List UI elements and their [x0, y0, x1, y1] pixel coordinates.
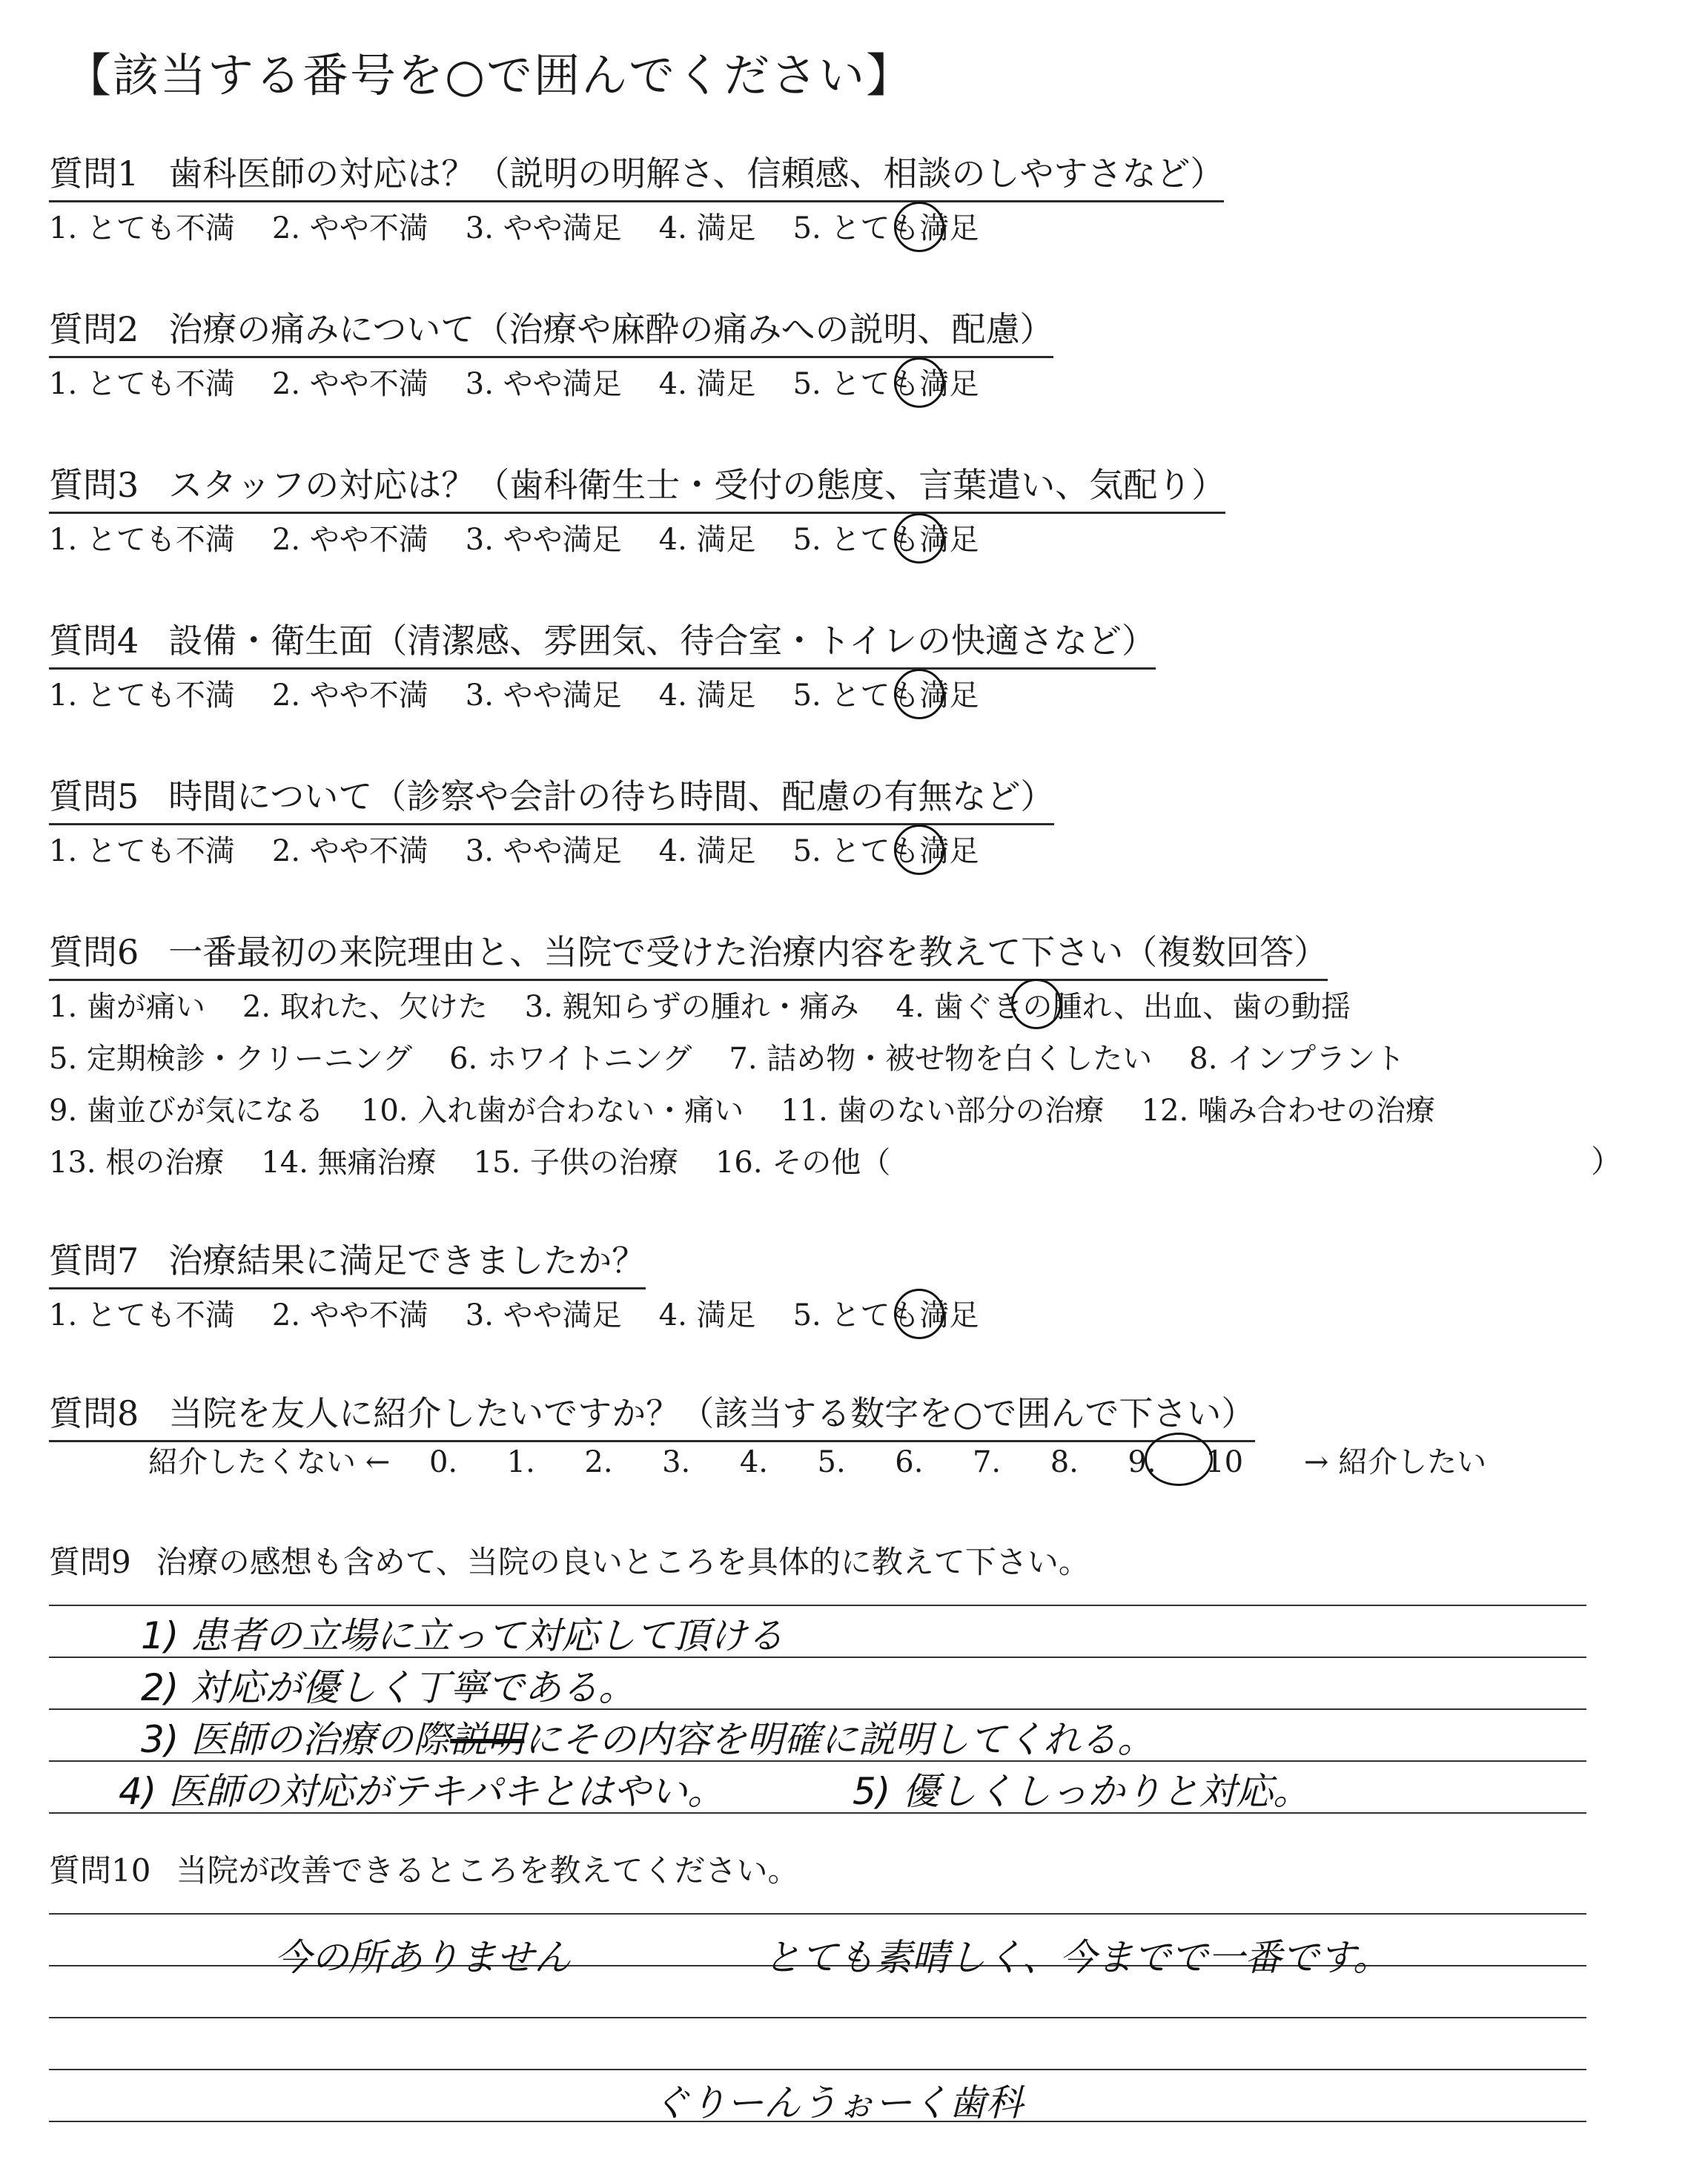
q6-option-5[interactable]: 5. 定期検診・クリーニング: [49, 1042, 413, 1076]
q8-option-10[interactable]: 10: [1205, 1445, 1244, 1479]
q4-option-3[interactable]: 3. やや満足: [465, 678, 622, 713]
q8-option-9[interactable]: 9.: [1128, 1445, 1156, 1479]
question-4-heading: [49, 614, 1156, 670]
q6-option-10[interactable]: 10. 入れ歯が合わない・痛い: [360, 1094, 744, 1128]
question-8-scale: [148, 1439, 1486, 1481]
q6-option-15[interactable]: 15. 子供の治療: [473, 1146, 678, 1180]
q6-option-12[interactable]: 12. 噛み合わせの治療: [1141, 1094, 1435, 1128]
q4-option-4[interactable]: 4. 満足: [658, 678, 756, 713]
q2-selected-circle: [894, 357, 944, 408]
q3-option-3[interactable]: 3. やや満足: [465, 523, 622, 557]
q5-option-4[interactable]: 4. 満足: [658, 834, 756, 868]
question-7-heading: [49, 1234, 646, 1289]
q3-option-2[interactable]: 2. やや不満: [271, 523, 428, 557]
question-3-options: [49, 516, 1016, 558]
question-4-options: [49, 672, 1016, 714]
q10-answer-2: とても素晴しく、今までで一番です。: [764, 1936, 1390, 1979]
q10-line-3: [49, 2017, 1586, 2018]
q7-selected-circle: [894, 1289, 944, 1339]
q6-option-11[interactable]: 11. 歯のない部分の治療: [781, 1094, 1105, 1128]
q4-option-5[interactable]: 5. とても満足: [792, 678, 979, 713]
question-1-heading: [49, 147, 1224, 202]
q6-option-9[interactable]: 9. 歯並びが気になる: [49, 1094, 324, 1128]
q10-line-4: [49, 2069, 1586, 2070]
question-5-label: 質問5: [49, 776, 139, 816]
q5-selected-circle: [894, 825, 944, 875]
q6-option-6[interactable]: 6. ホワイトニング: [449, 1042, 692, 1076]
q6-option-13[interactable]: 13. 根の治療: [49, 1146, 225, 1180]
q2-option-4[interactable]: 4. 満足: [658, 367, 756, 401]
question-10-text: 当院が改善できるところを教えてください。: [176, 1852, 799, 1889]
q8-option-5[interactable]: 5.: [817, 1445, 846, 1479]
question-4-label: 質問4: [49, 621, 139, 661]
q6-option-16[interactable]: 16. その他（: [715, 1146, 891, 1180]
question-3-text: スタッフの対応は？（歯科衛生士・受付の態度、言葉遣い、気配り）: [168, 465, 1226, 505]
question-10-heading: [49, 1846, 798, 1891]
q6-option-8[interactable]: 8. インプラント: [1189, 1042, 1406, 1076]
q3-selected-circle: [894, 513, 944, 564]
q2-option-5[interactable]: 5. とても満足: [792, 367, 979, 401]
q4-option-2[interactable]: 2. やや不満: [271, 678, 428, 713]
question-6-row-3: [49, 1087, 1472, 1129]
question-3-label: 質問3: [49, 465, 139, 505]
q9-answer-2: 2) 対応が優しく丁寧である。: [141, 1666, 636, 1709]
q9-answer-4: 4) 医師の対応がテキパキとはやい。: [119, 1770, 725, 1813]
q9-answer-3-start: 3) 医師の治療の際: [141, 1718, 451, 1761]
q6-option-1[interactable]: 1. 歯が痛い: [49, 990, 205, 1024]
q6-other-close-paren: ）: [1591, 1143, 1623, 1180]
q7-option-5[interactable]: 5. とても満足: [792, 1298, 979, 1332]
q6-option-7[interactable]: 7. 詰め物・被せ物を白くしたい: [729, 1042, 1153, 1076]
q7-option-1[interactable]: 1. とても不満: [49, 1298, 235, 1332]
q5-option-3[interactable]: 3. やや満足: [465, 834, 622, 868]
q2-option-1[interactable]: 1. とても不満: [49, 367, 235, 401]
question-3-heading: [49, 458, 1225, 514]
question-6-row-1: [49, 983, 1388, 1025]
question-10-label: 質問10: [49, 1852, 151, 1889]
q6-option-3[interactable]: 3. 親知らずの腫れ・痛み: [524, 990, 859, 1024]
question-2-label: 質問2: [49, 309, 139, 349]
q8-low-label: 紹介したくない ←: [148, 1445, 391, 1479]
q8-option-1[interactable]: 1.: [506, 1445, 535, 1479]
q10-answer-1: 今の所ありません: [274, 1936, 571, 1979]
question-2-options: [49, 360, 1016, 403]
question-4-text: 設備・衛生面（清潔感、雰囲気、待合室・トイレの快適さなど）: [168, 621, 1156, 661]
q1-option-3[interactable]: 3. やや満足: [465, 211, 622, 245]
question-7-text: 治療結果に満足できましたか？: [168, 1241, 646, 1281]
q3-option-4[interactable]: 4. 満足: [658, 523, 756, 557]
page-title: 【該当する番号を○で囲んでください】: [65, 48, 914, 102]
question-6-row-2: [49, 1035, 1442, 1077]
question-8-heading: [49, 1387, 1255, 1442]
question-7-label: 質問7: [49, 1241, 139, 1281]
question-6-heading: [49, 925, 1328, 981]
q9-answer-1: 1) 患者の立場に立って対応して頂ける: [141, 1614, 784, 1657]
q5-option-2[interactable]: 2. やや不満: [271, 834, 428, 868]
q10-line-1: [49, 1913, 1586, 1915]
q1-option-2[interactable]: 2. やや不満: [271, 211, 428, 245]
q9-answer-3: [141, 1710, 1154, 1763]
q10-answer-3: ぐりーんうぉーく歯科: [652, 2081, 1023, 2124]
q2-option-2[interactable]: 2. やや不満: [271, 367, 428, 401]
q1-option-1[interactable]: 1. とても不満: [49, 211, 235, 245]
question-9-text: 治療の感想も含めて、当院の良いところを具体的に教えて下さい。: [156, 1544, 1090, 1580]
question-1-label: 質問1: [49, 153, 139, 194]
q9-answer-3-end: にその内容を明確に説明してくれる。: [524, 1718, 1155, 1761]
q4-selected-circle: [894, 669, 944, 719]
q8-option-6[interactable]: 6.: [895, 1445, 924, 1479]
question-6-row-4: [49, 1139, 927, 1181]
question-8-text: 当院を友人に紹介したいですか？（該当する数字を○で囲んで下さい）: [168, 1393, 1256, 1433]
q7-option-2[interactable]: 2. やや不満: [271, 1298, 428, 1332]
q1-selected-circle: [894, 202, 944, 252]
question-9-heading: [49, 1538, 1090, 1582]
question-1-text: 歯科医師の対応は？（説明の明解さ、信頼感、相談のしやすさなど）: [168, 153, 1225, 194]
q3-option-1[interactable]: 1. とても不満: [49, 523, 235, 557]
q8-high-label: → 紹介したい: [1303, 1445, 1487, 1479]
q6-option-14[interactable]: 14. 無痛治療: [261, 1146, 437, 1180]
q7-option-3[interactable]: 3. やや満足: [465, 1298, 622, 1332]
q2-option-3[interactable]: 3. やや満足: [465, 367, 622, 401]
question-2-heading: [49, 303, 1053, 358]
question-8-label: 質問8: [49, 1393, 139, 1433]
q8-option-3[interactable]: 3.: [662, 1445, 691, 1479]
q4-option-1[interactable]: 1. とても不満: [49, 678, 235, 713]
q8-selected-circle: [1145, 1433, 1213, 1486]
question-6-text: 一番最初の来院理由と、当院で受けた治療内容を教えて下さい（複数回答）: [168, 932, 1328, 972]
q7-option-4[interactable]: 4. 満足: [658, 1298, 756, 1332]
q5-option-5[interactable]: 5. とても満足: [792, 834, 979, 868]
question-5-options: [49, 828, 1016, 870]
q3-option-5[interactable]: 5. とても満足: [792, 523, 979, 557]
question-1-options: [49, 205, 1016, 247]
question-5-heading: [49, 770, 1054, 825]
q8-option-0[interactable]: 0.: [428, 1445, 458, 1479]
q1-option-4[interactable]: 4. 満足: [658, 211, 756, 245]
question-9-label: 質問9: [49, 1544, 131, 1580]
q1-option-5[interactable]: 5. とても満足: [792, 211, 979, 245]
question-6-label: 質問6: [49, 932, 139, 972]
q6-option-2[interactable]: 2. 取れた、欠けた: [242, 990, 488, 1024]
q8-option-4[interactable]: 4.: [739, 1445, 768, 1479]
q8-option-2[interactable]: 2.: [584, 1445, 613, 1479]
question-2-text: 治療の痛みについて（治療や麻酔の痛みへの説明、配慮）: [168, 309, 1054, 349]
question-7-options: [49, 1292, 1016, 1334]
q8-option-7[interactable]: 7.: [972, 1445, 1002, 1479]
question-5-text: 時間について（診察や会計の待ち時間、配慮の有無など）: [168, 776, 1055, 816]
q6-selected-circle: [1011, 979, 1062, 1029]
q9-answer-3-struck: 説明: [450, 1718, 525, 1761]
q9-answer-5: 5) 優しくしっかりと対応。: [853, 1770, 1311, 1813]
q5-option-1[interactable]: 1. とても不満: [49, 834, 235, 868]
q6-option-4[interactable]: 4. 歯ぐきの腫れ、出血、歯の動揺: [896, 990, 1351, 1024]
q8-option-8[interactable]: 8.: [1050, 1445, 1079, 1479]
